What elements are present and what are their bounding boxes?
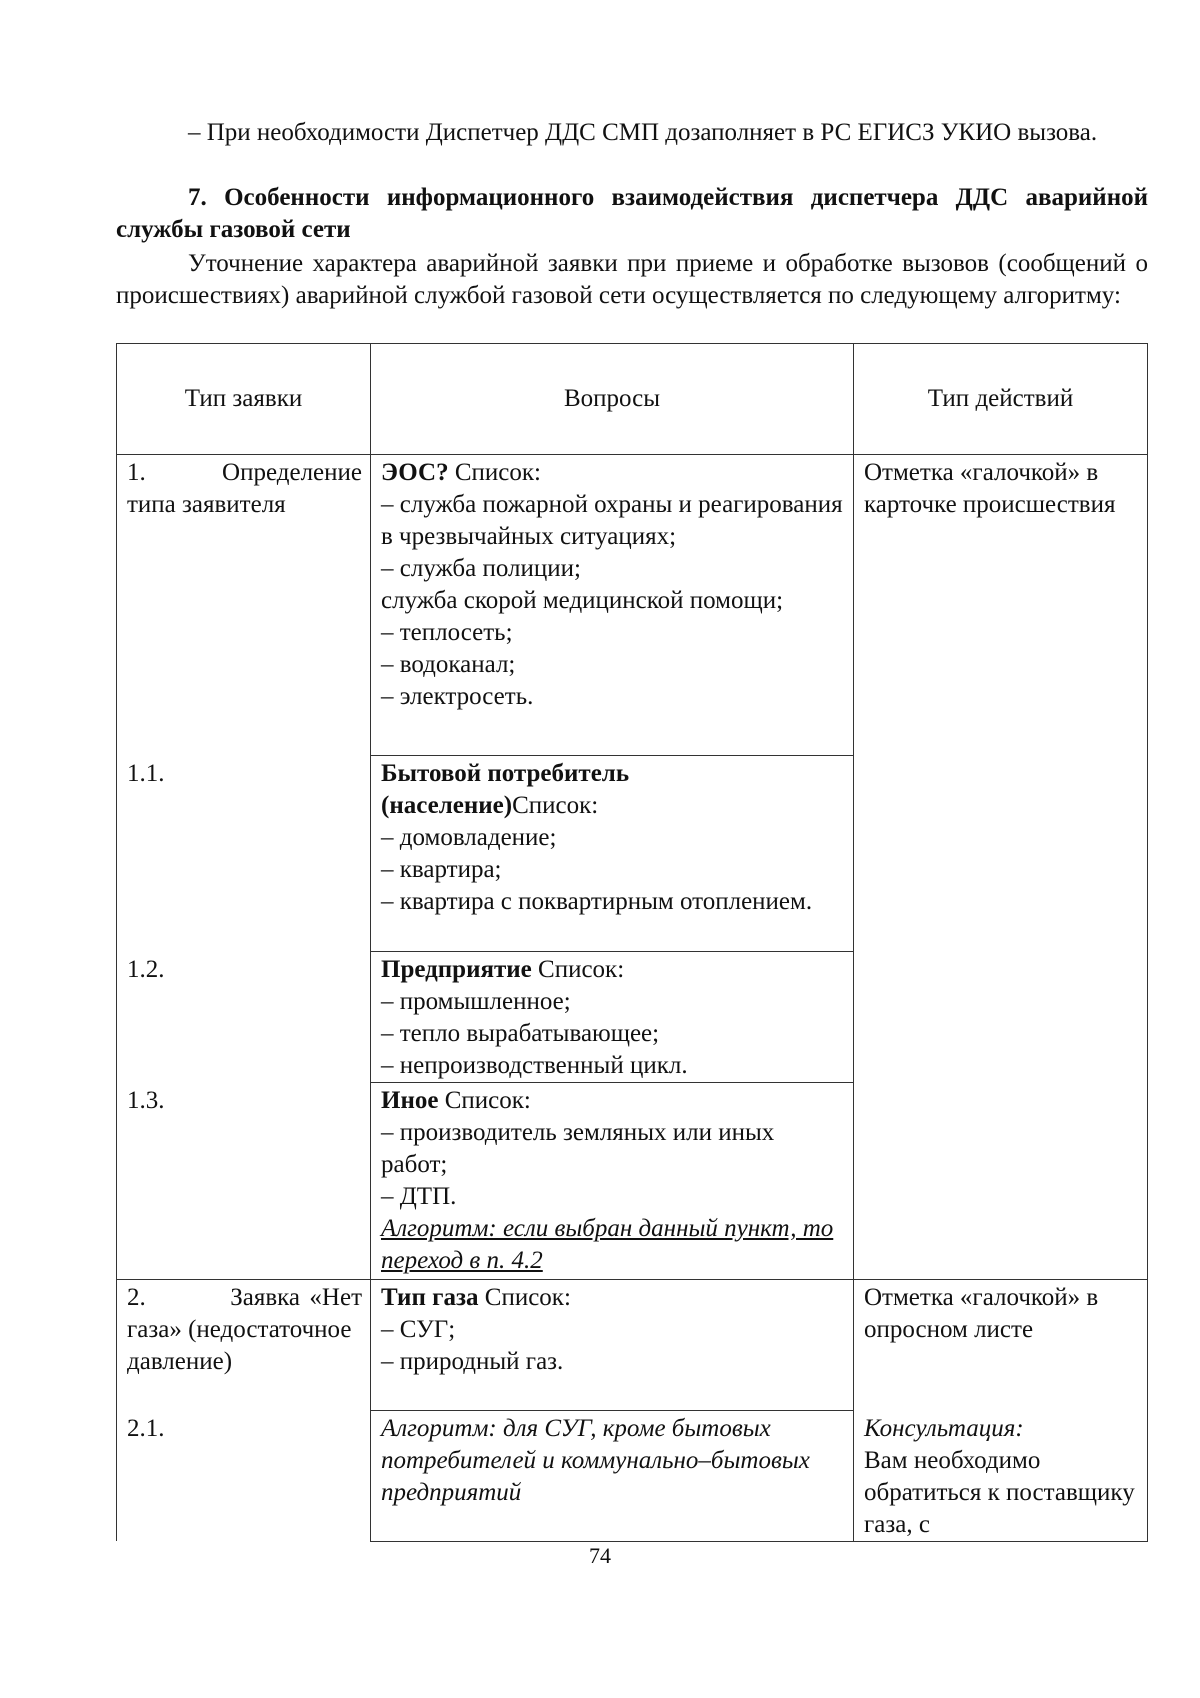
row1-2-q-rest: Список: [531, 956, 625, 983]
section-title: 7. Особенности информационного взаимодействия диспетчера ДДС аварийной службы газовой сети [116, 184, 1148, 243]
row1-3-algorithm-note: Алгоритм: если выбран данный пункт, то переход в п. 4.2 [381, 1215, 834, 1274]
cell-type-2 [117, 1280, 371, 1411]
cell-questions-1-2 [371, 952, 854, 1083]
row1-item: – водоканал; [381, 651, 516, 678]
row2-type-label: 2. Заявка «Нет [127, 1284, 362, 1311]
row1-item: – служба полиции; [381, 555, 581, 582]
row2-q-bold: Тип газа [381, 1284, 479, 1311]
cell-type-1-3: 1.3. [117, 1083, 371, 1280]
row1-2-item: – тепло вырабатывающее; [381, 1020, 660, 1047]
row1-3-item: – ДТП. [381, 1183, 457, 1210]
header-request-type: Тип заявки [117, 344, 371, 455]
row2-1-algorithm-note: Алгоритм: для СУГ, кроме бытовых потребителей и коммунально–бытовых предприятий [381, 1415, 810, 1506]
row1-3-item: – производитель земляных или иных работ; [381, 1119, 775, 1178]
row1-q-bold: ЭОС? [381, 459, 449, 486]
table-row-2 [117, 1280, 1148, 1411]
row2-item: – СУГ; [381, 1316, 456, 1343]
row1-item: – электросеть. [381, 683, 534, 710]
row2-1-consultation-label: Консультация: [864, 1414, 1024, 1442]
row1-q-rest: Список: [448, 459, 541, 486]
row2-type-label-rest: газа» (недостаточное давление) [127, 1316, 352, 1375]
header-action-type: Тип действий [854, 344, 1148, 455]
page-number: 74 [589, 1543, 611, 1568]
paragraph-dds-smp: – При необходимости Диспетчер ДДС СМП дозаполняет в РС ЕГИСЗ УКИО вызова. [188, 119, 1098, 146]
row1-2-item: – непроизводственный цикл. [381, 1052, 688, 1079]
row1-3-q-bold: Иное [381, 1087, 439, 1114]
row1-1-q-bold: Бытовой потребитель (население) [381, 760, 630, 819]
row2-q-rest: Список: [478, 1284, 571, 1311]
row1-item: – служба пожарной охраны и реагирования в чрезвычайных ситуациях; [381, 491, 843, 550]
cell-type-1 [117, 455, 371, 756]
cell-action-2: Отметка «галочкой» в опросном листе [854, 1280, 1148, 1411]
row1-item: служба скорой медицинской помощи; [381, 587, 784, 614]
header-questions: Вопросы [371, 344, 854, 455]
row1-1-q-rest: Список: [512, 792, 599, 819]
cell-type-2-1: 2.1. [117, 1411, 371, 1542]
row1-2-q-bold: Предприятие [381, 956, 532, 983]
cell-questions-1 [371, 455, 854, 756]
cell-action-1: Отметка «галочкой» в карточке происшествия [854, 455, 1148, 1280]
paragraph-algorithm-intro: Уточнение характера аварийной заявки при приеме и обработке вызовов (сообщений о происшествиях) аварийной службой газовой сети осуществляется по следующему алгоритму: [116, 250, 1148, 309]
row1-1-item: – домовладение; [381, 824, 557, 851]
cell-action-2-1 [854, 1411, 1148, 1542]
table-row-1 [117, 455, 1148, 756]
cell-questions-1-1 [371, 756, 854, 952]
cell-type-1-2: 1.2. [117, 952, 371, 1083]
table-header-row [117, 344, 1148, 455]
cell-type-1-1: 1.1. [117, 756, 371, 952]
row1-item: – теплосеть; [381, 619, 513, 646]
request-type-table [116, 343, 1148, 1542]
row1-3-q-rest: Список: [438, 1087, 531, 1114]
cell-questions-1-3 [371, 1083, 854, 1280]
row2-1-consultation-text: Вам необходимо обратиться к поставщику газа, с [864, 1446, 1135, 1538]
row1-type-label: 1. Определение [127, 459, 362, 486]
table-row-2-1 [117, 1411, 1148, 1542]
row2-item: – природный газ. [381, 1348, 564, 1375]
row1-1-item: – квартира; [381, 856, 502, 883]
cell-questions-2 [371, 1280, 854, 1411]
row1-2-item: – промышленное; [381, 988, 571, 1015]
row1-type-label-line2: типа заявителя [127, 491, 286, 518]
cell-questions-2-1 [371, 1411, 854, 1542]
row1-1-item: – квартира с поквартирным отоплением. [381, 888, 813, 915]
